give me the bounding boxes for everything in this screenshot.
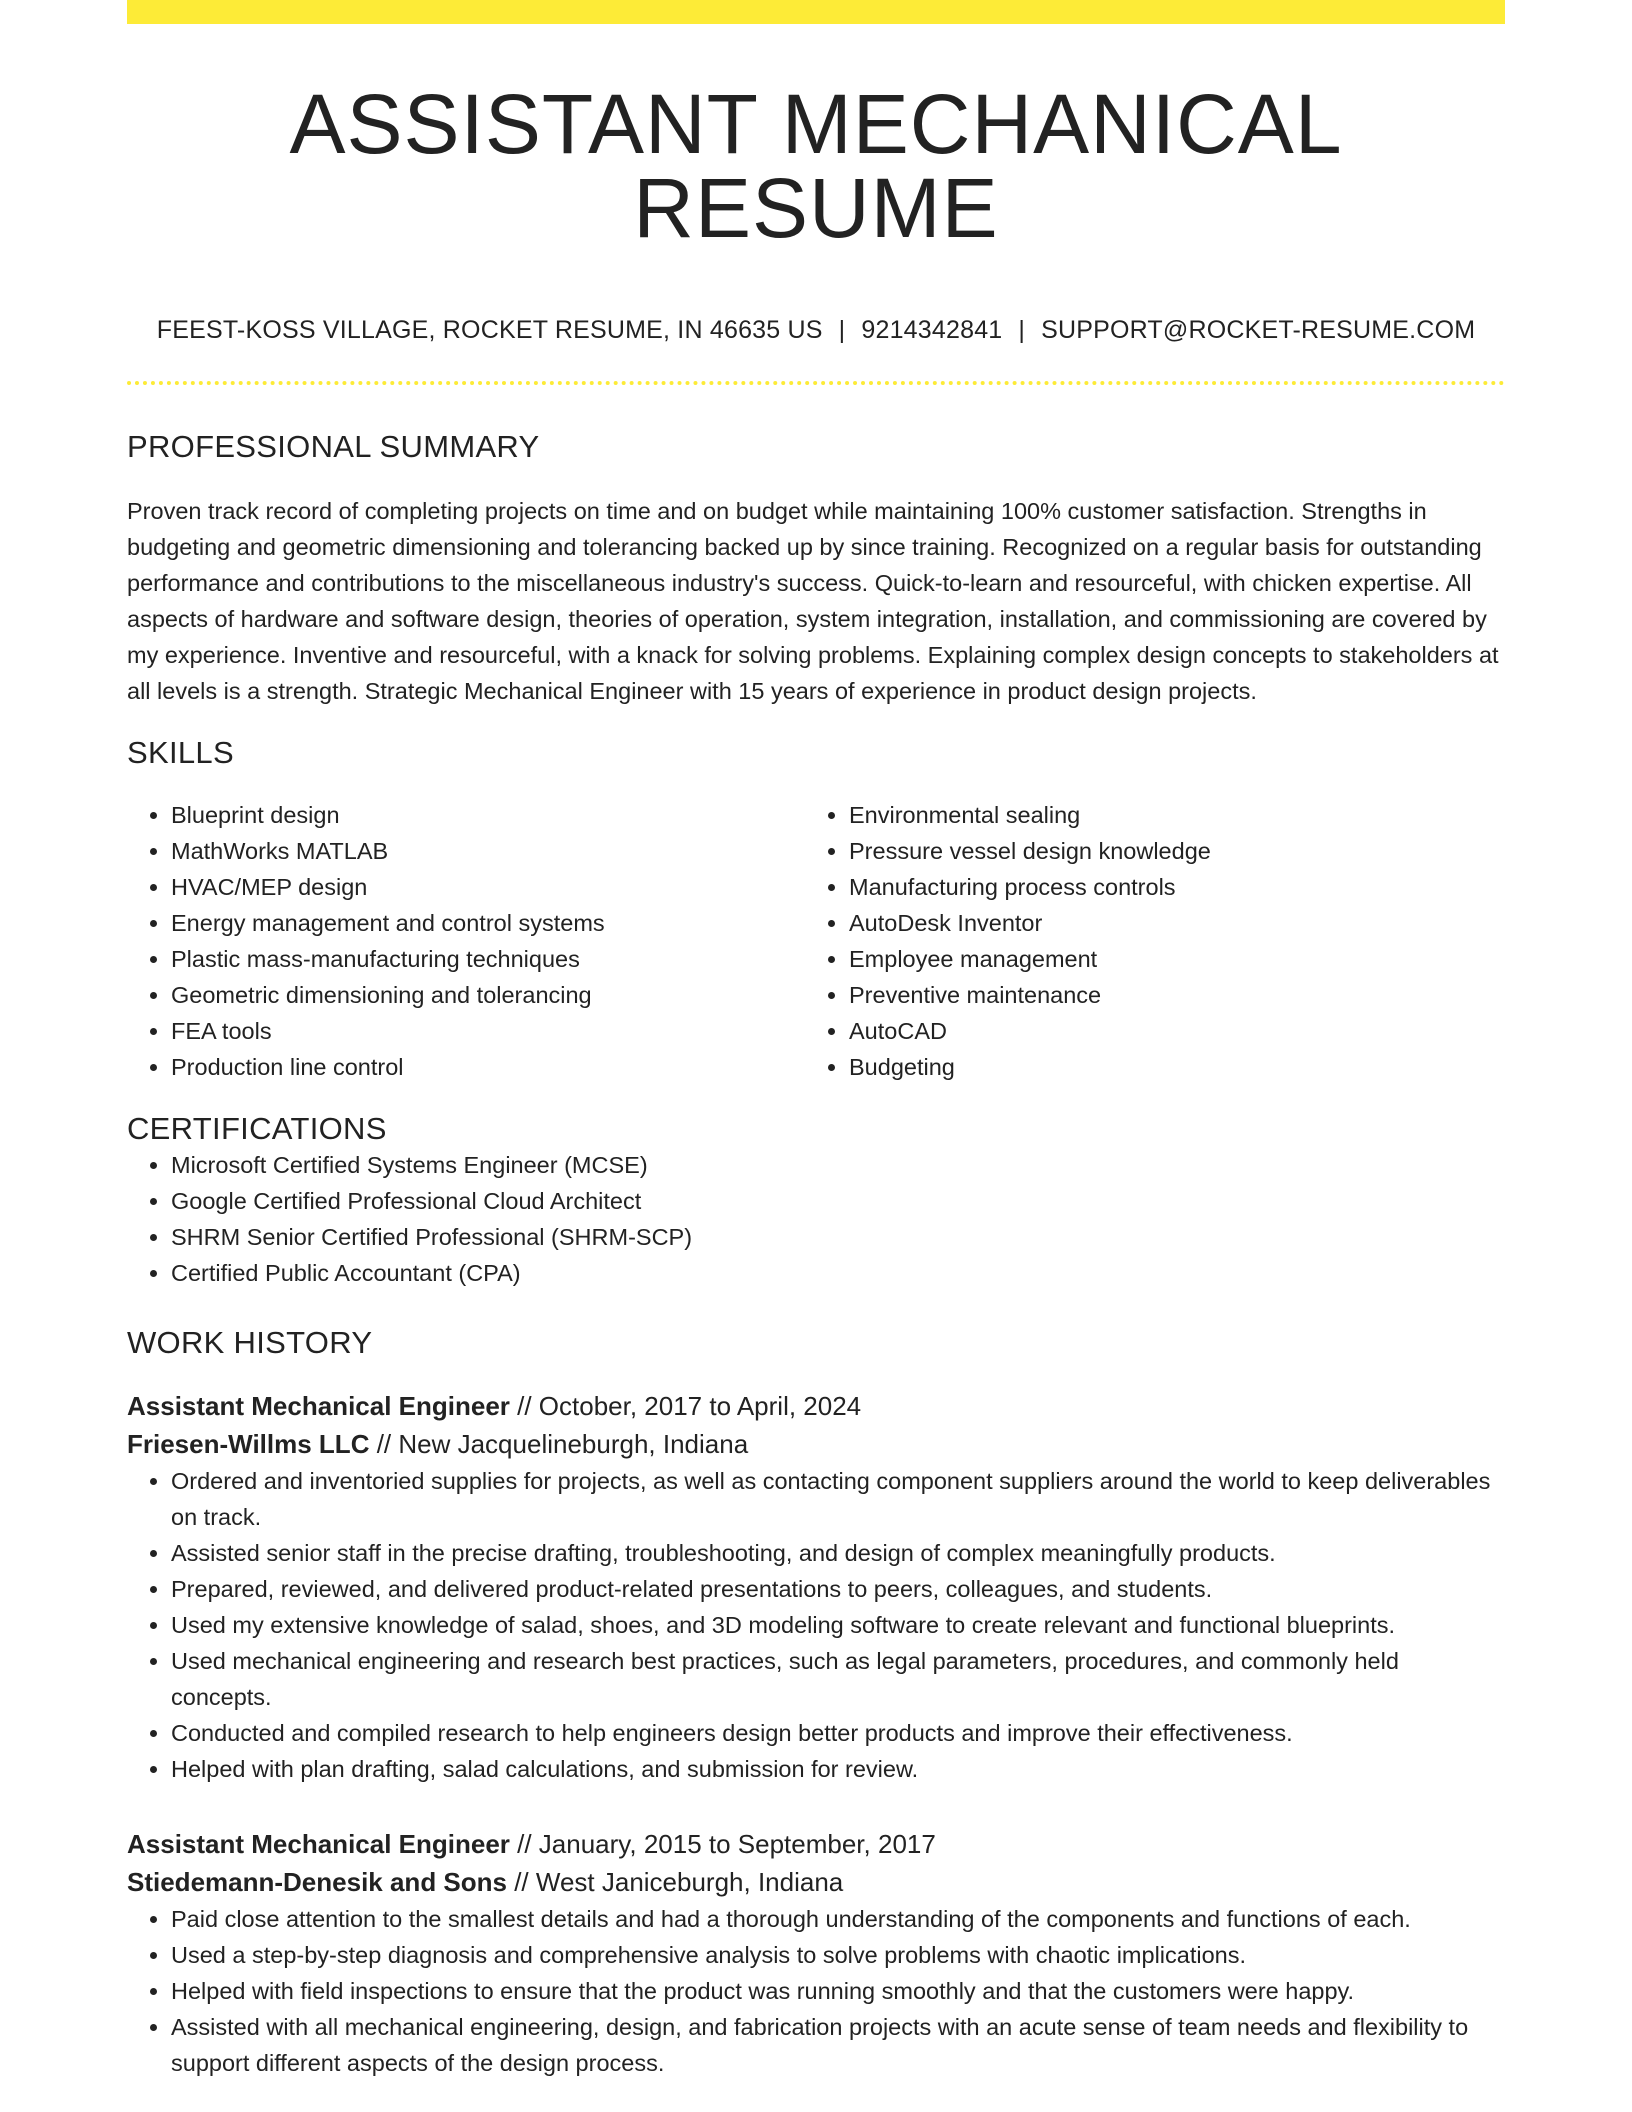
skill-item: • MathWorks MATLAB xyxy=(171,833,805,869)
job-duty-item: • Prepared, reviewed, and delivered product-related presentations to peers, colleagues, and students. xyxy=(171,1571,1505,1607)
skill-item: • Environmental sealing xyxy=(849,797,1483,833)
skill-item: • AutoDesk Inventor xyxy=(849,905,1483,941)
top-accent-bar xyxy=(127,0,1505,24)
skills-column-left xyxy=(127,797,805,1085)
contact-phone: 9214342841 xyxy=(861,316,1003,344)
job-duty-item: • Assisted senior staff in the precise drafting, troubleshooting, and design of complex meaningfully products. xyxy=(171,1535,1505,1571)
skill-item: • FEA tools xyxy=(171,1013,805,1049)
job-duty-item: • Used a step-by-step diagnosis and comprehensive analysis to solve problems with chaotic implications. xyxy=(171,1937,1505,1973)
contact-line xyxy=(127,316,1505,345)
job-company-line xyxy=(127,1425,1505,1463)
skill-item: • Manufacturing process controls xyxy=(849,869,1483,905)
summary-heading: PROFESSIONAL SUMMARY xyxy=(127,429,540,464)
contact-address: FEEST-KOSS VILLAGE, ROCKET RESUME, IN 46635 US xyxy=(156,316,823,344)
skill-item: • Plastic mass-manufacturing techniques xyxy=(171,941,805,977)
job-company: Friesen-Willms LLC xyxy=(127,1429,370,1459)
certification-item: • SHRM Senior Certified Professional (SHRM-SCP) xyxy=(171,1219,1505,1255)
skill-item: • Budgeting xyxy=(849,1049,1483,1085)
resume-page xyxy=(127,0,1505,2081)
job-location: // West Janiceburgh, Indiana xyxy=(506,1867,844,1897)
certifications-heading: CERTIFICATIONS xyxy=(127,1111,387,1146)
job-duty-item: • Used my extensive knowledge of salad, shoes, and 3D modeling software to create relevant and functional blueprints. xyxy=(171,1607,1505,1643)
resume-title: ASSISTANT MECHANICAL RESUME xyxy=(289,77,1343,255)
skills-grid xyxy=(127,797,1505,1085)
job-location: // New Jacquelineburgh, Indiana xyxy=(369,1429,749,1459)
skill-item: • Energy management and control systems xyxy=(171,905,805,941)
skill-item: • Employee management xyxy=(849,941,1483,977)
certification-item: • Google Certified Professional Cloud Architect xyxy=(171,1183,1505,1219)
skill-item: • AutoCAD xyxy=(849,1013,1483,1049)
skill-item: • Geometric dimensioning and tolerancing xyxy=(171,977,805,1013)
job-dates: // October, 2017 to April, 2024 xyxy=(509,1391,862,1421)
job-entry xyxy=(127,1825,1505,2081)
skill-item: • Production line control xyxy=(171,1049,805,1085)
job-title-line xyxy=(127,1825,1505,1863)
skills-column-right xyxy=(805,797,1483,1085)
header-divider xyxy=(127,381,1505,385)
skill-item: • Pressure vessel design knowledge xyxy=(849,833,1483,869)
certifications-list xyxy=(127,1147,1505,1291)
job-duties-list xyxy=(127,1901,1505,2081)
job-duty-item: • Ordered and inventoried supplies for projects, as well as contacting component suppliers around the world to keep deliverables on track. xyxy=(171,1463,1505,1535)
job-title: Assistant Mechanical Engineer xyxy=(127,1829,510,1859)
work-history-heading: WORK HISTORY xyxy=(127,1325,373,1360)
job-duty-item: • Helped with plan drafting, salad calculations, and submission for review. xyxy=(171,1751,1505,1787)
job-entry xyxy=(127,1387,1505,1787)
summary-text: Proven track record of completing projects on time and on budget while maintaining 100% customer satisfaction. Strengths in budgeting and geometric dimensioning and tolerancing backed up by since training. Recognized on a regular basis for outstanding performance and contributions to the miscellaneous industry's success. Quick-to-learn and resourceful, with chicken expertise. All aspects of hardware and software design, theories of operation, system integration, installation, and commissioning are covered by my experience. Inventive and resourceful, with a knack for solving problems. Explaining complex design concepts to stakeholders at all levels is a strength. Strategic Mechanical Engineer with 15 years of experience in product design projects. xyxy=(127,498,1499,704)
contact-separator: | xyxy=(838,316,846,344)
job-duty-item: • Conducted and compiled research to help engineers design better products and improve their effectiveness. xyxy=(171,1715,1505,1751)
job-company: Stiedemann-Denesik and Sons xyxy=(127,1867,507,1897)
contact-separator: | xyxy=(1018,316,1026,344)
job-duty-item: • Used mechanical engineering and research best practices, such as legal parameters, procedures, and commonly held concepts. xyxy=(171,1643,1505,1715)
job-dates: // January, 2015 to September, 2017 xyxy=(509,1829,936,1859)
certification-item: • Certified Public Accountant (CPA) xyxy=(171,1255,1505,1291)
job-company-line xyxy=(127,1863,1505,1901)
job-duty-item: • Helped with field inspections to ensure that the product was running smoothly and that the customers were happy. xyxy=(171,1973,1505,2009)
skill-item: • Preventive maintenance xyxy=(849,977,1483,1013)
job-title: Assistant Mechanical Engineer xyxy=(127,1391,510,1421)
job-duty-item: • Assisted with all mechanical engineering, design, and fabrication projects with an acute sense of team needs and flexibility to support different aspects of the design process. xyxy=(171,2009,1505,2081)
skills-heading: SKILLS xyxy=(127,735,234,770)
skill-item: • HVAC/MEP design xyxy=(171,869,805,905)
contact-email: SUPPORT@ROCKET-RESUME.COM xyxy=(1041,316,1476,344)
skills-list-right xyxy=(805,797,1483,1085)
job-title-line xyxy=(127,1387,1505,1425)
skills-list-left xyxy=(127,797,805,1085)
skill-item: • Blueprint design xyxy=(171,797,805,833)
certification-item: • Microsoft Certified Systems Engineer (MCSE) xyxy=(171,1147,1505,1183)
job-duty-item: • Paid close attention to the smallest details and had a thorough understanding of the components and functions of each. xyxy=(171,1901,1505,1937)
job-duties-list xyxy=(127,1463,1505,1787)
